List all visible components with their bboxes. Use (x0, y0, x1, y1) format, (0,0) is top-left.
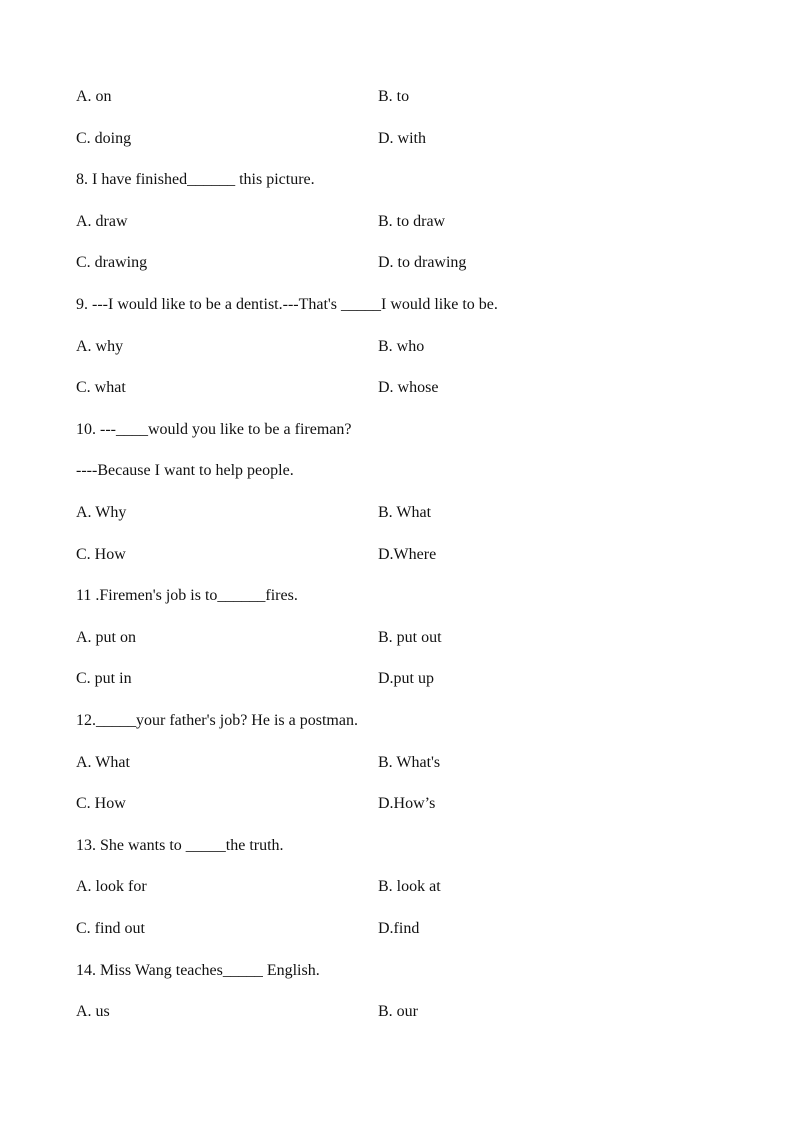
question-11-option-a: A. put on (76, 629, 136, 646)
question-11-option-c: C. put in (76, 670, 132, 687)
question-13-stem: 13. She wants to _____the truth. (76, 837, 284, 854)
question-14-option-b: B. our (378, 1003, 418, 1020)
question-14-option-a: A. us (76, 1003, 110, 1020)
question-12-stem: 12._____your father's job? He is a postman. (76, 712, 358, 729)
question-10-option-d: D.Where (378, 546, 437, 563)
question-13-option-a: A. look for (76, 878, 147, 895)
option-a: A. on (76, 88, 112, 105)
question-11-option-d: D.put up (378, 670, 434, 687)
question-9-option-a: A. why (76, 338, 124, 355)
question-12-option-b: B. What's (378, 754, 441, 771)
question-13-option-b: B. look at (378, 878, 441, 895)
option-c: C. doing (76, 130, 132, 147)
question-9-stem: 9. ---I would like to be a dentist.---That's _____I would like to be. (76, 296, 498, 313)
question-12-option-a: A. What (76, 754, 130, 771)
question-9-option-b: B. who (378, 338, 425, 355)
question-10-option-c: C. How (76, 546, 126, 563)
question-10-answer-line: ----Because I want to help people. (76, 462, 294, 479)
question-14-stem: 14. Miss Wang teaches_____ English. (76, 962, 320, 979)
question-10-option-a: A. Why (76, 504, 127, 521)
question-8-option-d: D. to drawing (378, 254, 467, 271)
question-8-stem: 8. I have finished______ this picture. (76, 171, 315, 188)
option-d: D. with (378, 130, 426, 147)
question-10-option-b: B. What (378, 504, 432, 521)
question-11-option-b: B. put out (378, 629, 442, 646)
question-8-option-a: A. draw (76, 213, 128, 230)
question-8-option-b: B. to draw (378, 213, 446, 230)
question-13-option-c: C. find out (76, 920, 145, 937)
question-9-option-d: D. whose (378, 379, 439, 396)
question-8-option-c: C. drawing (76, 254, 148, 271)
question-10-stem: 10. ---____would you like to be a fireman? (76, 421, 352, 438)
question-12-option-d: D.How’s (378, 795, 436, 812)
option-b: B. to (378, 88, 410, 105)
question-13-option-d: D.find (378, 920, 420, 937)
question-9-option-c: C. what (76, 379, 126, 396)
question-11-stem: 11 .Firemen's job is to______fires. (76, 587, 298, 604)
question-12-option-c: C. How (76, 795, 126, 812)
